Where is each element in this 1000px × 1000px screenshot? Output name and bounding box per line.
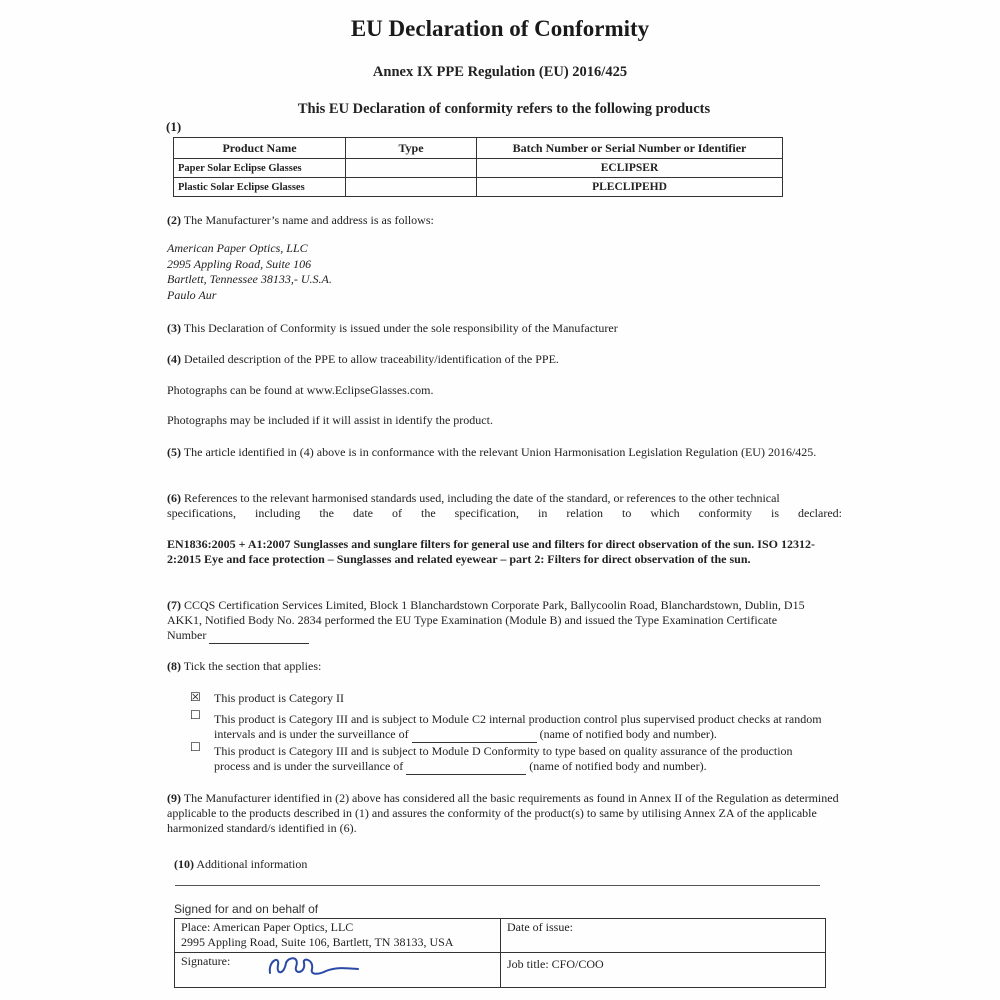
signed-on-behalf: Signed for and on behalf of (174, 902, 319, 916)
section-7 (167, 598, 817, 644)
header-identifier: Batch Number or Serial Number or Identifier (477, 138, 783, 159)
option-category-3-c2 (214, 712, 844, 743)
section-5-number: (5) (167, 445, 181, 459)
section-6-number: (6) (167, 491, 181, 505)
manufacturer-name: American Paper Optics, LLC (167, 241, 308, 255)
checkbox-category-3-c2-icon[interactable]: ☐ (190, 708, 201, 722)
section-6-text-line-2: specifications, including the date of the specification, in relation to which conformity is declared: (167, 506, 842, 520)
section-8 (167, 659, 842, 674)
standards-text: EN1836:2005 + A1:2007 Sunglasses and sunglare filters for general use and filters for direct observation of the sun. ISO 12312-2:2015 Eye and face protection – Sunglasses and related eyewear – part 2: Filters for direct observation of the sun. (167, 537, 815, 566)
product-name-cell: Plastic Solar Eclipse Glasses (174, 178, 346, 197)
manufacturer-contact: Paulo Aur (167, 287, 217, 302)
section-4-text: Detailed description of the PPE to allow traceability/identification of the PPE. (184, 352, 559, 366)
product-type-cell (346, 178, 477, 197)
section-2 (167, 213, 842, 228)
product-name-cell: Paper Solar Eclipse Glasses (174, 159, 346, 178)
section-4-number: (4) (167, 352, 181, 366)
section-3-number: (3) (167, 321, 181, 335)
table-header-row (174, 138, 783, 159)
surveillance-blank-d[interactable] (406, 759, 526, 775)
manufacturer-address (167, 241, 332, 303)
photographs-line-2: Photographs may be included if it will assist in identify the product. (167, 413, 493, 427)
place-label: Place: American Paper Optics, LLC (181, 920, 354, 934)
checkbox-category-2-checked-icon[interactable]: ☒ (190, 690, 201, 704)
manufacturer-city: Bartlett, Tennessee 38133,- U.S.A. (167, 272, 332, 286)
photographs-line-1: Photographs can be found at www.EclipseGlasses.com. (167, 383, 434, 397)
section-3-text: This Declaration of Conformity is issued under the sole responsibility of the Manufacturer (183, 321, 618, 335)
document-title: EU Declaration of Conformity (350, 16, 650, 41)
option-category-3-d-text: This product is Category III and is subject to Module D Conformity to type based on quality assurance of the production process and is under the surveillance of (214, 744, 793, 773)
section-7-text: CCQS Certification Services Limited, Block 1 Blanchardstown Corporate Park, Ballycoolin Road, Blanchardstown, Dublin, D15 AKK1, Notified Body No. 2834 performed the EU Type Examination (Module B) and issued the Type Examination Certificate Number (167, 598, 805, 642)
section-10-number: (10) (174, 857, 194, 871)
document-subtitle: Annex IX PPE Regulation (EU) 2016/425 (372, 64, 628, 80)
section-7-number: (7) (167, 598, 181, 612)
option-category-3-c2-note: (name of notified body and number). (539, 727, 717, 741)
section-6 (167, 491, 842, 521)
manufacturer-street: 2995 Appling Road, Suite 106 (167, 256, 312, 271)
handwritten-signature-icon (266, 951, 361, 981)
section-8-number: (8) (167, 659, 181, 673)
section-2-text: The Manufacturer’s name and address is as follows: (183, 213, 434, 227)
section-9 (167, 791, 842, 836)
signature-cell[interactable]: Signature: (175, 953, 501, 988)
refers-heading: This EU Declaration of conformity refers to the following products (297, 101, 711, 117)
place-cell (175, 919, 501, 953)
section-9-text: The Manufacturer identified in (2) above has considered all the basic requirements as found in Annex II of the Regulation as determined applicable to the products described in (1) and assures the conformity of the product(s) to same by utilising Annex ZA of the applicable harmonized standard/s identified in (6). (167, 791, 839, 835)
table-row (174, 159, 783, 178)
option-category-3-c2-text: This product is Category III and is subject to Module C2 internal production control plus supervised product checks at random intervals and is under the surveillance of (214, 712, 822, 741)
checkbox-category-3-d-icon[interactable]: ☐ (190, 740, 201, 754)
section-5 (167, 445, 842, 460)
date-of-issue-cell[interactable]: Date of issue: (501, 919, 826, 953)
option-category-3-d (214, 744, 814, 775)
surveillance-blank-c2[interactable] (412, 727, 537, 743)
header-product-name: Product Name (174, 138, 346, 159)
section-3 (167, 321, 842, 336)
product-id-cell: PLECLIPEHD (477, 178, 783, 197)
section-2-number: (2) (167, 213, 181, 227)
option-category-2-text: This product is Category II (214, 691, 344, 705)
table-row (174, 178, 783, 197)
section-10 (174, 857, 849, 872)
product-id-cell: ECLIPSER (477, 159, 783, 178)
section-4 (167, 352, 842, 367)
section-8-text: Tick the section that applies: (183, 659, 322, 673)
additional-info-line[interactable] (175, 885, 820, 886)
section-10-text: Additional information (196, 857, 308, 871)
product-type-cell (346, 159, 477, 178)
certificate-number-blank[interactable] (209, 628, 309, 644)
option-category-3-d-note: (name of notified body and number). (529, 759, 707, 773)
section-6-text-line-1: References to the relevant harmonised standards used, including the date of the standard, or references to the other technical (184, 491, 780, 505)
section-1-label: (1) (166, 119, 182, 134)
header-type: Type (346, 138, 477, 159)
section-5-text: The article identified in (4) above is in conformance with the relevant Union Harmonisation Legislation Regulation (EU) 2016/425. (183, 445, 817, 459)
products-table (173, 137, 783, 197)
section-9-number: (9) (167, 791, 181, 805)
place-address: 2995 Appling Road, Suite 106, Bartlett, TN 38133, USA (181, 935, 454, 949)
job-title-cell: Job title: CFO/COO (501, 953, 826, 988)
